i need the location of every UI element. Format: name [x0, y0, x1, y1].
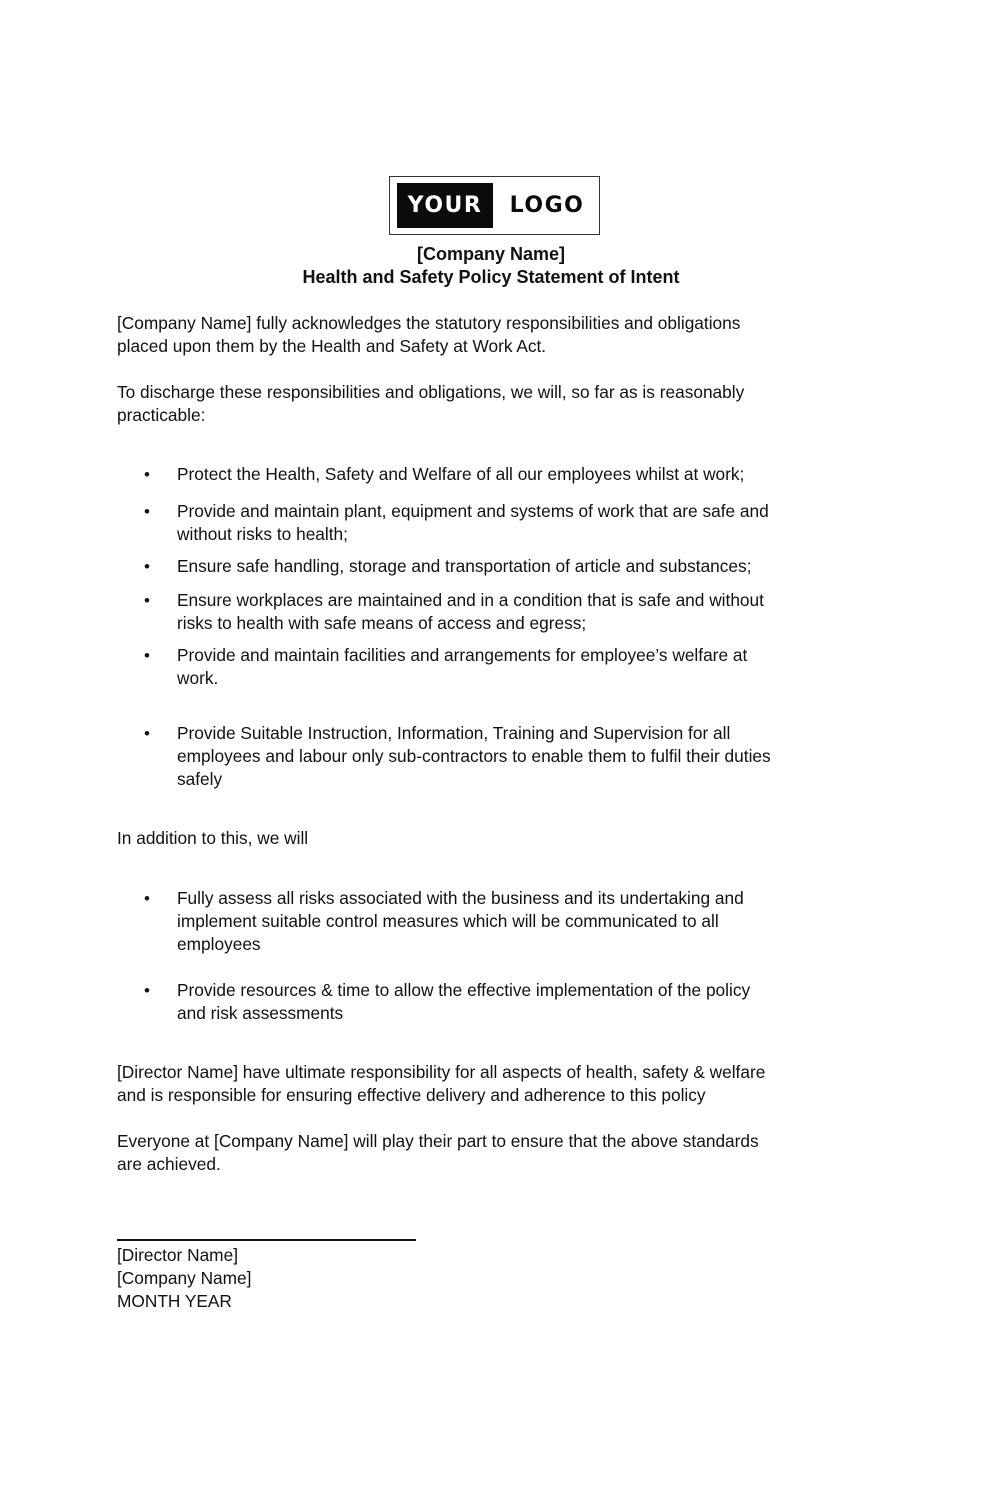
signature-line	[117, 1239, 416, 1241]
text-line: practicable:	[117, 405, 206, 425]
bullet-icon: •	[144, 724, 150, 743]
text-line: without risks to health;	[177, 524, 348, 544]
text-line: Provide and maintain plant, equipment and systems of work that are safe and	[177, 501, 769, 521]
document-title: Health and Safety Policy Statement of Intent	[302, 267, 680, 287]
standards-paragraph	[117, 1130, 877, 1176]
bullet-icon: •	[144, 981, 150, 1000]
bullet-icon: •	[144, 502, 150, 521]
logo-logo-text: LOGO	[509, 193, 585, 218]
text-line: and risk assessments	[177, 1003, 344, 1023]
text-line: Provide and maintain facilities and arrangements for employee’s welfare at	[177, 645, 748, 665]
signature-director-name: [Director Name]	[117, 1245, 238, 1265]
text-line: work.	[177, 668, 219, 688]
bullet-icon: •	[144, 646, 150, 665]
text-line: safely	[177, 769, 223, 789]
responsibility-paragraph	[117, 1061, 897, 1107]
text-line: risks to health with safe means of access and egress;	[177, 613, 587, 633]
text-line: employees and labour only sub-contractors to enable them to fulfil their duties	[177, 746, 771, 766]
intro-paragraph-1	[117, 312, 877, 358]
bullet-icon: •	[144, 591, 150, 610]
text-line: implement suitable control measures which will be communicated to all	[177, 911, 719, 931]
text-line: are achieved.	[117, 1154, 221, 1174]
intro-paragraph-2	[117, 381, 877, 427]
text-line: Everyone at [Company Name] will play their part to ensure that the above standards	[117, 1131, 759, 1151]
signature-date: MONTH YEAR	[117, 1291, 232, 1311]
bullet-icon: •	[144, 889, 150, 908]
text-line: employees	[177, 934, 261, 954]
bullet-icon: •	[144, 557, 150, 576]
text-line: Fully assess all risks associated with the business and its undertaking and	[177, 888, 744, 908]
text-line: Provide resources & time to allow the effective implementation of the policy	[177, 980, 751, 1000]
company-name-heading: [Company Name]	[416, 244, 566, 264]
text-line: placed upon them by the Health and Safety at Work Act.	[117, 336, 547, 356]
addition-intro: In addition to this, we will	[117, 828, 309, 848]
signature-company-name: [Company Name]	[117, 1268, 252, 1288]
text-line: [Director Name] have ultimate responsibility for all aspects of health, safety & welfare	[117, 1062, 766, 1082]
text-line: Protect the Health, Safety and Welfare of all our employees whilst at work;	[177, 464, 745, 484]
text-line: [Company Name] fully acknowledges the statutory responsibilities and obligations	[117, 313, 741, 333]
bullet-icon: •	[144, 465, 150, 484]
signature-block	[117, 1244, 877, 1313]
text-line: and is responsible for ensuring effective delivery and adherence to this policy	[117, 1085, 706, 1105]
company-logo	[389, 176, 600, 235]
text-line: Provide Suitable Instruction, Information, Training and Supervision for all	[177, 723, 731, 743]
text-line: To discharge these responsibilities and obligations, we will, so far as is reasonably	[117, 382, 745, 402]
text-line: Ensure safe handling, storage and transportation of article and substances;	[177, 556, 752, 576]
text-line: Ensure workplaces are maintained and in a condition that is safe and without	[177, 590, 764, 610]
logo-your-block: YOUR	[397, 183, 493, 228]
